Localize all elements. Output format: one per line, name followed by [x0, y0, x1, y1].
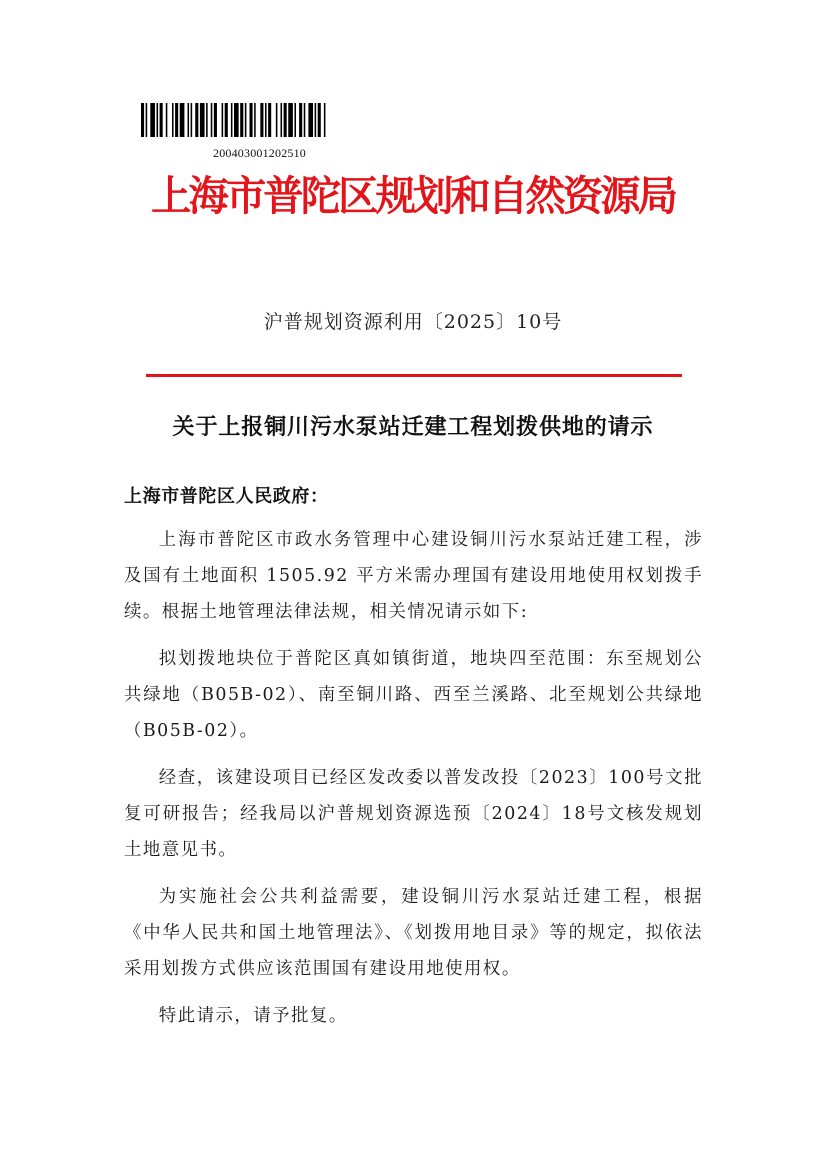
- barcode-bar: [234, 103, 239, 137]
- barcode-bar: [308, 103, 313, 137]
- barcode: [141, 103, 422, 137]
- barcode-bar: [195, 103, 198, 137]
- barcode-bar: [160, 103, 163, 137]
- barcode-bar: [276, 103, 278, 137]
- barcode-bar: [260, 103, 263, 137]
- body-paragraph-5: 特此请示，请予批复。: [158, 1006, 348, 1026]
- body-paragraph-3: 经查，该建设项目已经区发改委以普发改投〔2023〕100号文批复可研报告；经我局以沪普规划资源选预〔2024〕18号文核发规划土地意见书。: [124, 768, 703, 860]
- barcode-bar: [180, 103, 185, 137]
- barcode-bar: [288, 103, 293, 137]
- barcode-bar: [211, 103, 213, 137]
- barcode-bar: [299, 103, 302, 137]
- barcode-bar: [231, 103, 233, 137]
- barcode-bar: [150, 103, 155, 137]
- barcode-bar: [245, 103, 247, 137]
- barcode-bar: [324, 103, 326, 137]
- barcode-bar: [214, 103, 217, 137]
- barcode-bar: [284, 103, 287, 137]
- barcode-bar: [141, 103, 144, 137]
- barcode-bar: [318, 103, 321, 137]
- barcode-bar: [225, 103, 228, 137]
- barcode-bar: [250, 103, 253, 137]
- barcode-bar: [172, 103, 174, 137]
- barcode-bar: [166, 103, 168, 137]
- barcode-bar: [265, 103, 267, 137]
- barcode-number: 200403001202510: [213, 146, 306, 160]
- recipient-salutation: 上海市普陀区人民政府：: [124, 486, 329, 507]
- barcode-bar: [146, 103, 148, 137]
- barcode-bar: [254, 103, 256, 137]
- barcode-bar: [304, 103, 306, 137]
- body-paragraph-2: 拟划拨地块位于普陀区真如镇街道，地块四至范围：东至规划公共绿地（B05B-02）、南至铜川路、西至兰溪路、北至规划公共绿地（B05B-02）。: [124, 649, 703, 741]
- barcode-bar: [175, 103, 178, 137]
- document-title: 关于上报铜川污水泵站迁建工程划拨供地的请示: [172, 415, 654, 440]
- barcode-bar: [200, 103, 205, 137]
- barcode-bar: [157, 103, 159, 137]
- barcode-bar: [191, 103, 193, 137]
- document-body: [124, 522, 703, 1045]
- barcode-bar: [222, 103, 224, 137]
- agency-title: 上海市普陀区规划和自然资源局: [150, 172, 676, 220]
- document-number: 沪普规划资源利用〔2025〕10号: [263, 311, 563, 333]
- body-paragraph-4: 为实施社会公共利益需要，建设铜川污水泵站迁建工程，根据《中华人民共和国土地管理法》、《划拨用地目录》等的规定，拟依法采用划拨方式供应该范围国有建设用地使用权。: [124, 887, 703, 979]
- barcode-bar: [188, 103, 190, 137]
- barcode-bar: [281, 103, 283, 137]
- barcode-bar: [206, 103, 208, 137]
- red-divider-line: [146, 374, 682, 377]
- body-paragraph-1: 上海市普陀区市政水务管理中心建设铜川污水泵站迁建工程，涉及国有土地面积 1505.92 平方米需办理国有建设用地使用权划拨手续。根据土地管理法律法规，相关情况请示如下:: [124, 530, 703, 622]
- barcode-bar: [294, 103, 296, 137]
- barcode-bar: [315, 103, 317, 137]
- barcode-bar: [240, 103, 243, 137]
- barcode-bar: [268, 103, 271, 137]
